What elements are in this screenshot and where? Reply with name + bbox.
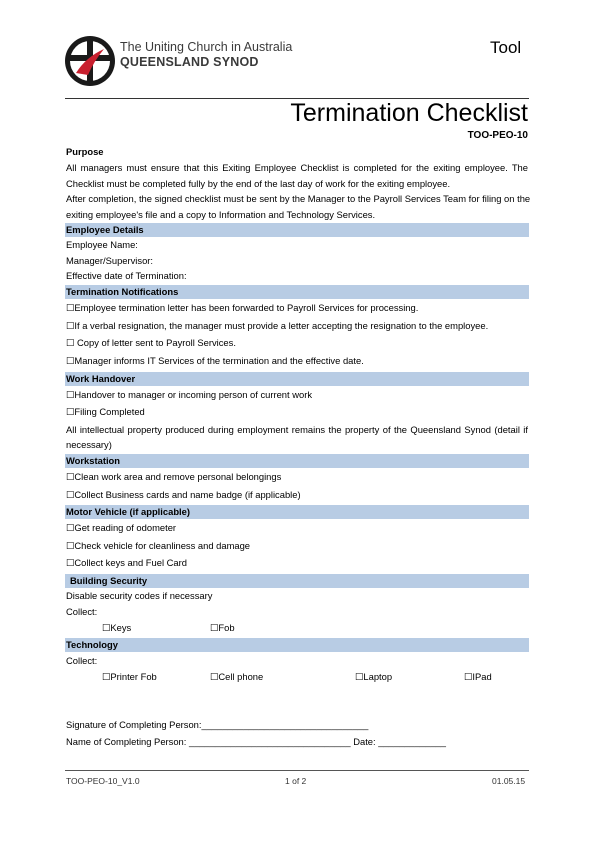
footer-doc-version: TOO-PEO-10_V1.0 [66,776,140,786]
checkbox-fob[interactable]: ☐Fob [210,622,235,633]
purpose-heading: Purpose [66,146,104,157]
checkbox-laptop[interactable]: ☐Laptop [355,671,393,682]
checklist-item[interactable]: ☐Collect Business cards and name badge (if applicable) [66,489,301,500]
checklist-item[interactable]: ☐Employee termination letter has been forwarded to Payroll Services for processing. [66,302,419,313]
ip-note-line: necessary) [66,439,112,450]
checklist-item[interactable]: ☐Filing Completed [66,406,145,417]
manager-label: Manager/Supervisor: [66,255,154,266]
footer-page-number: 1 of 2 [285,776,307,786]
section-heading: Employee Details [66,224,144,235]
section-band [65,505,529,519]
section-band [65,223,529,237]
purpose-line: All managers must ensure that this Exiting Employee Checklist is completed for the exiting employee. The [66,162,528,173]
checkbox-cell-phone[interactable]: ☐Cell phone [210,671,264,682]
collect-label: Collect: [66,606,98,617]
checklist-item[interactable]: ☐If a verbal resignation, the manager must provide a letter accepting the resignation to the employee. [66,320,489,331]
section-band [65,285,529,299]
employee-name-label: Employee Name: [66,239,138,250]
checklist-item[interactable]: ☐Check vehicle for cleanliness and damage [66,540,251,551]
checklist-item[interactable]: ☐Get reading of odometer [66,522,177,533]
section-band [65,574,529,588]
church-logo-icon [64,35,116,87]
checkbox-keys[interactable]: ☐Keys [102,622,132,633]
purpose-line: After completion, the signed checklist must be sent by the Manager to the Payroll Services Team for filing on the [66,193,531,204]
doc-code: TOO-PEO-10 [467,130,528,141]
section-band [65,372,529,386]
checklist-item[interactable]: ☐Clean work area and remove personal belongings [66,471,282,482]
footer-divider [65,770,529,771]
section-heading: Building Security [70,575,148,586]
checklist-item[interactable]: ☐Collect keys and Fuel Card [66,557,187,568]
checklist-item[interactable]: ☐Manager informs IT Services of the termination and the effective date. [66,355,364,366]
disable-codes-text: Disable security codes if necessary [66,590,213,601]
checklist-item[interactable]: ☐ Copy of letter sent to Payroll Services. [66,337,236,348]
checkbox-printer-fob[interactable]: ☐Printer Fob [102,671,157,682]
purpose-line: exiting employee's file and a copy to Information and Technology Services. [66,209,376,220]
section-heading: Work Handover [66,373,136,384]
purpose-line: Checklist must be completed fully by the end of the last day of work for the exiting employee. [66,178,451,189]
collect-label: Collect: [66,655,98,666]
section-band [65,454,529,468]
section-heading: Workstation [66,455,120,466]
signature-line[interactable]: Signature of Completing Person:________________________________ [66,719,369,730]
doc-type: Tool [490,38,522,57]
name-date-line[interactable]: Name of Completing Person: _______________________________ Date: _____________ [66,736,447,747]
section-heading: Motor Vehicle (if applicable) [66,506,190,517]
org-name-line2: QUEENSLAND SYNOD [120,55,259,69]
section-heading: Termination Notifications [66,286,179,297]
checkbox-ipad[interactable]: ☐IPad [464,671,492,682]
page-title: Termination Checklist [290,99,528,127]
ip-note-line: All intellectual property produced during employment remains the property of the Queensland Synod (detail if [66,424,528,435]
footer-date: 01.05.15 [492,776,526,786]
section-heading: Technology [66,639,118,650]
checklist-item[interactable]: ☐Handover to manager or incoming person of current work [66,389,313,400]
section-band [65,638,529,652]
org-name-line1: The Uniting Church in Australia [120,40,293,54]
effective-date-label: Effective date of Termination: [66,270,187,281]
